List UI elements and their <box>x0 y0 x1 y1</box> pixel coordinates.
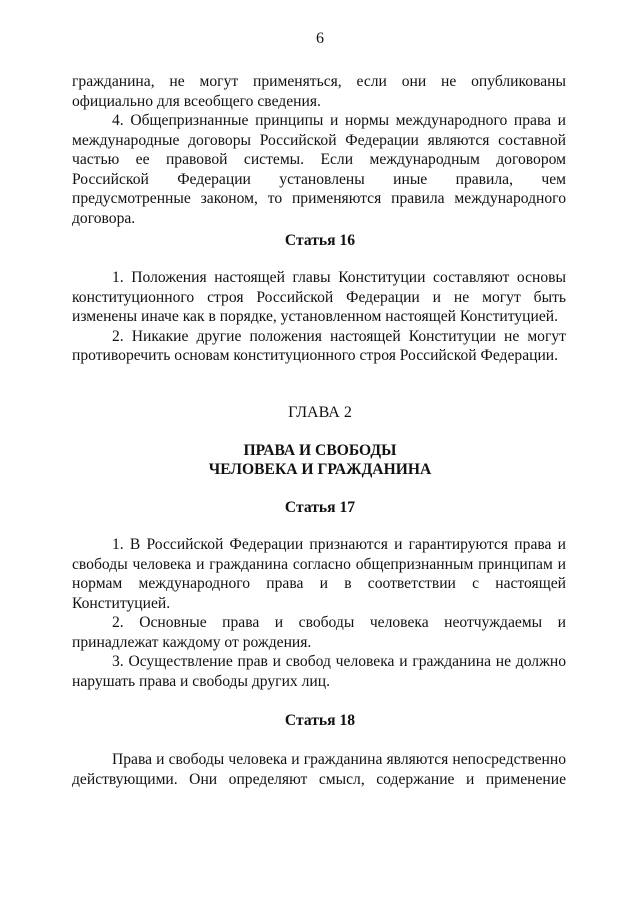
top-block <box>72 72 566 228</box>
chapter-label: ГЛАВА 2 <box>288 404 352 421</box>
article-17-body <box>72 535 566 691</box>
article-18-body <box>72 750 566 789</box>
article-17-paragraph-2: 2. Основные права и свободы человека неотчуждаемы и принадлежат каждому от рождения. <box>72 614 566 651</box>
article-16-paragraph-2: 2. Никакие другие положения настоящей Конституции не могут противоречить основам конституционного строя Российской Федерации. <box>72 327 566 364</box>
article-18-paragraph-1: Права и свободы человека и гражданина являются непосредственно действующими. Они определяют смысл, содержание и применение <box>72 751 566 788</box>
article-17-title: Статья 17 <box>284 499 356 516</box>
page-number: 6 <box>316 30 324 47</box>
article-16-paragraph-1: 1. Положения настоящей главы Конституции составляют основы конституционного строя Российской Федерации и не могут быть изменены иначе как в порядке, установленном настоящей Конституцией. <box>72 269 566 325</box>
paragraph-item-4: 4. Общепризнанные принципы и нормы международного права и международные договоры Российской Федерации являются составной частью ее правовой системы. Если международным договором Российской Федерации установлены иные правила, чем предусмотренные законом, то применяются правила международного договора. <box>72 112 566 227</box>
chapter-title-line-2: ЧЕЛОВЕКА И ГРАЖДАНИНА <box>208 461 432 478</box>
article-16-title: Статья 16 <box>284 232 356 249</box>
chapter-title-line-1: ПРАВА И СВОБОДЫ <box>243 442 397 459</box>
article-17-paragraph-1: 1. В Российской Федерации признаются и гарантируются права и свободы человека и гражданина согласно общепризнанным принципам и нормам международного права и в соответствии с настоящей Конституцией. <box>72 536 566 612</box>
article-17-paragraph-3: 3. Осуществление прав и свобод человека и гражданина не должно нарушать права и свободы других лиц. <box>72 653 566 690</box>
article-16-body <box>72 268 566 366</box>
article-18-title: Статья 18 <box>284 712 356 729</box>
paragraph-continuation: гражданина, не могут применяться, если они не опубликованы официально для всеобщего сведения. <box>72 73 566 110</box>
